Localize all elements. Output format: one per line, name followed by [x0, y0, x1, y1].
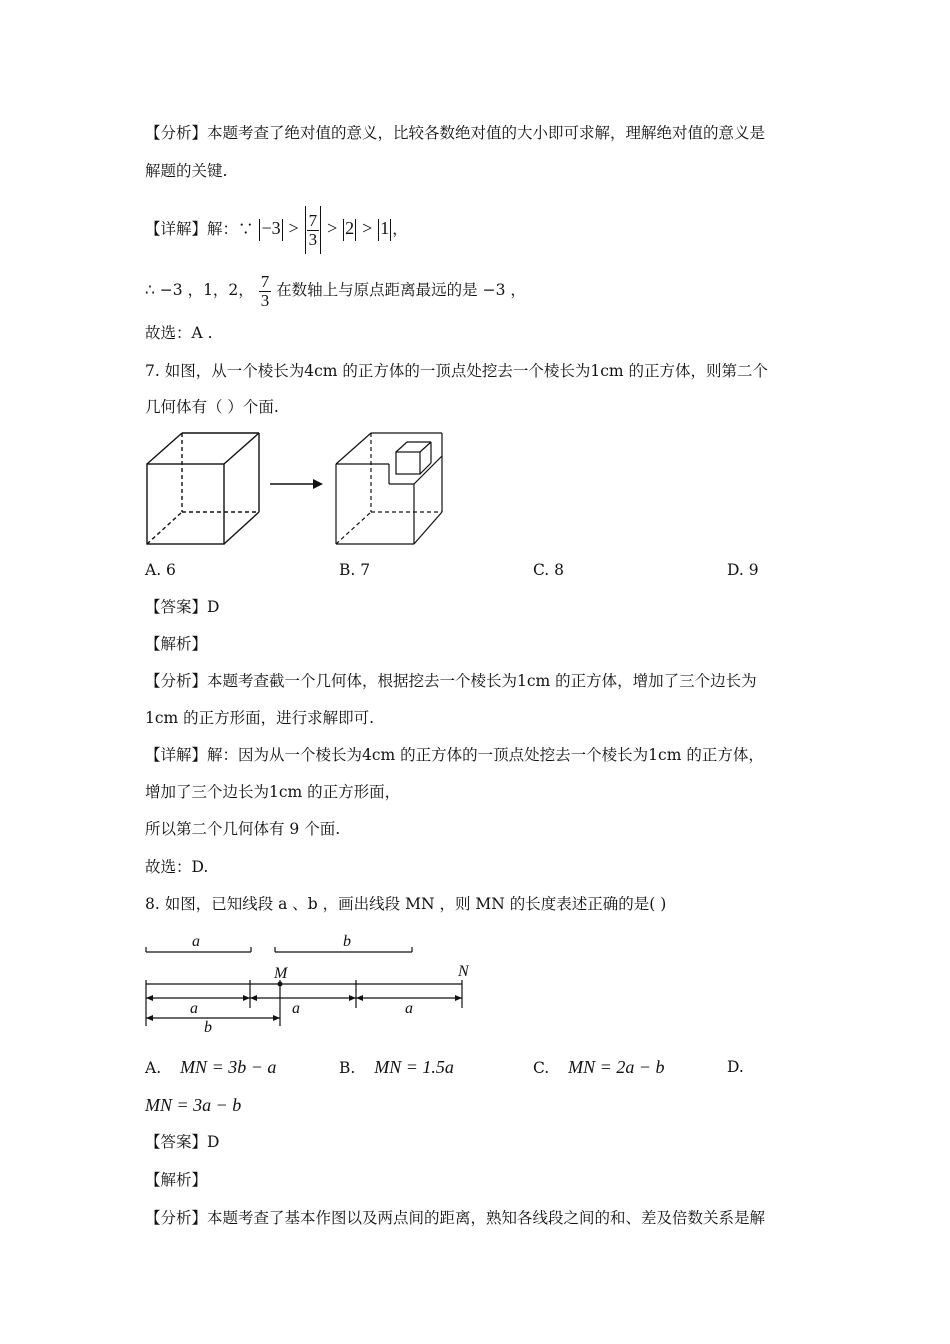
label-a-3: a: [405, 1000, 413, 1017]
cut-cube: [336, 433, 442, 544]
abs-value-3: 2: [345, 218, 355, 238]
fraction-seven-thirds: [307, 212, 320, 249]
q6-analysis-line1: 【分析】本题考查了绝对值的意义，比较各数绝对值的大小即可求解，理解绝对值的意义是: [145, 124, 766, 142]
option-b-expr: MN = 1.5a: [374, 1057, 454, 1077]
arrow-icon: [270, 479, 323, 489]
segment-figure: [140, 928, 480, 1040]
therefore-suffix: 在数轴上与原点距离最远的是 −3 ，: [276, 281, 526, 299]
q7-option-c[interactable]: C. 8: [533, 561, 565, 579]
q6-detail-prefix: 【详解】解：∵: [145, 220, 254, 238]
label-a-2: a: [292, 1000, 300, 1017]
full-cube: [147, 433, 259, 544]
fraction-seven-thirds: [259, 273, 272, 310]
abs-value-4: 1: [380, 218, 390, 238]
q8-option-d[interactable]: [727, 1056, 744, 1078]
label-a-given: a: [192, 933, 200, 950]
option-d-expr: MN = 3a − b: [145, 1095, 242, 1115]
q7-answer: 【答案】D: [145, 598, 220, 616]
q8-analysis-line1: 【分析】本题考查了基本作图以及两点间的距离，熟知各线段之间的和、差及倍数关系是解: [145, 1209, 766, 1227]
label-n: N: [458, 963, 469, 980]
q7-analysis-line2: 1cm 的正方形面，进行求解即可.: [145, 709, 375, 727]
fraction-denominator: 3: [260, 290, 270, 310]
label-a-1: a: [190, 1000, 198, 1017]
removed-cube-face: [396, 452, 420, 474]
q6-analysis-line2: 解题的关键.: [145, 162, 228, 180]
cube-edge: [224, 433, 259, 464]
q6-choice: 故选：A .: [145, 324, 213, 342]
q8-answer: 【答案】D: [145, 1133, 220, 1151]
q7-explain-label: 【解析】: [145, 635, 208, 653]
hidden-edge: [147, 512, 182, 544]
label-b-given: b: [343, 933, 351, 950]
q8-stem: 8. 如图，已知线段 a 、b ，画出线段 MN ，则 MN 的长度表述正确的是( ): [145, 895, 667, 913]
cube-front-face: [147, 464, 224, 544]
q7-detail-line3: 所以第二个几何体有 9 个面.: [145, 820, 341, 838]
label-m: M: [274, 965, 288, 982]
abs-bar: [305, 206, 306, 254]
q8-option-a[interactable]: [145, 1056, 276, 1079]
cube-edge: [147, 433, 182, 464]
q8-option-d-expr-line[interactable]: [145, 1094, 241, 1117]
q7-stem-line1: 7. 如图，从一个棱长为4cm 的正方体的一顶点处挖去一个棱长为1cm 的正方体，则第二个: [145, 362, 769, 380]
gt-sign: >: [288, 218, 299, 238]
option-c-expr: MN = 2a − b: [568, 1057, 665, 1077]
label-b-dim: b: [204, 1019, 212, 1036]
fraction-denominator: 3: [308, 229, 318, 249]
q7-option-d[interactable]: D. 9: [727, 561, 759, 579]
cube-figure: [140, 428, 460, 550]
q7-option-b[interactable]: B. 7: [339, 561, 371, 579]
q8-option-b[interactable]: [339, 1056, 454, 1079]
cube-edge: [224, 512, 259, 544]
abs-bar: [355, 219, 356, 241]
option-d-label: D.: [727, 1058, 744, 1076]
gt-sign: >: [327, 218, 338, 238]
point-m: [278, 982, 283, 987]
q7-choice: 故选：D.: [145, 858, 209, 876]
fraction-numerator: 7: [260, 271, 270, 291]
option-a-label: A.: [145, 1059, 162, 1077]
q7-stem-line2: 几何体有（ ）个面.: [145, 398, 279, 416]
abs-bar: [320, 206, 321, 254]
q6-therefore-line: [145, 266, 526, 316]
q7-detail-line2: 增加了三个边长为1cm 的正方形面，: [145, 783, 401, 801]
q7-option-a[interactable]: A. 6: [145, 561, 176, 579]
abs-value-1: −3: [261, 218, 281, 238]
fraction-numerator: 7: [308, 210, 318, 230]
option-a-expr: MN = 3b − a: [180, 1057, 277, 1077]
q8-option-c[interactable]: [533, 1056, 664, 1079]
q8-explain-label: 【解析】: [145, 1171, 208, 1189]
option-b-label: B.: [339, 1059, 356, 1077]
q7-detail-line1: 【详解】解：因为从一个棱长为4cm 的正方体的一顶点处挖去一个棱长为1cm 的正方体，: [145, 746, 764, 764]
therefore-text: ∴ −3 ，1，2，: [145, 281, 254, 299]
gt-sign: >: [362, 218, 373, 238]
option-c-label: C.: [533, 1059, 550, 1077]
abs-bar: [282, 219, 283, 241]
q7-analysis-line1: 【分析】本题考查截一个几何体，根据挖去一个棱长为1cm 的正方体，增加了三个边长为: [145, 672, 757, 690]
q6-detail-line: [145, 204, 408, 254]
trailing-comma: ，: [392, 220, 408, 238]
